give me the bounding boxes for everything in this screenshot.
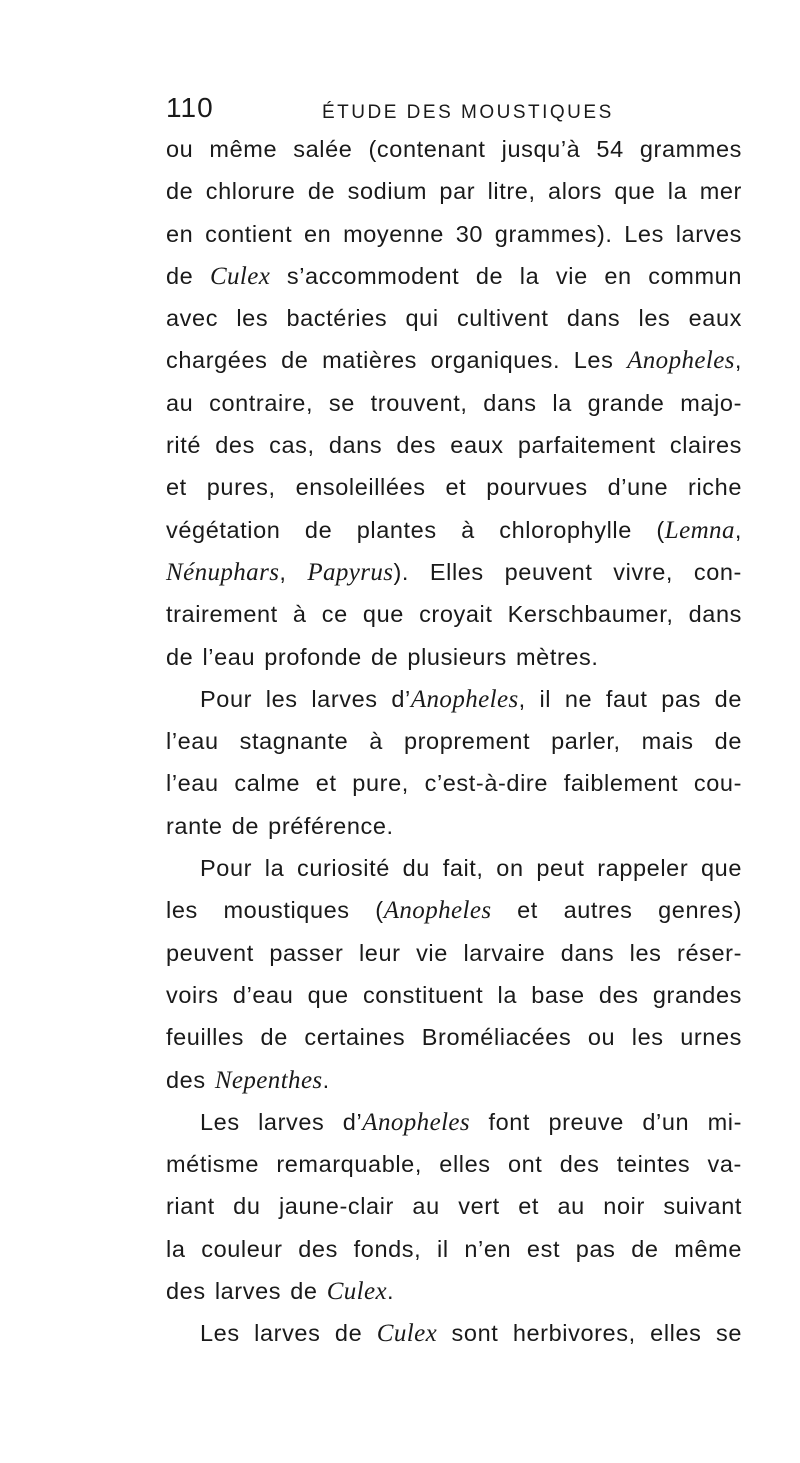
page-number: 110	[166, 92, 214, 123]
italic-term: Culex	[376, 1320, 438, 1348]
text-run: ). Elles peuvent vivre, con-	[393, 558, 742, 585]
text-run: s’accommodent de la vie en commun	[270, 262, 742, 289]
italic-term: Lemna	[664, 516, 735, 544]
text-run: ,	[279, 558, 308, 585]
text-run: l’eau calme et pure, c’est-à-dire faiblement cou-	[166, 770, 742, 797]
text-run: végétation de plantes à chlorophylle (	[166, 516, 665, 543]
text-line	[166, 1143, 742, 1185]
text-line	[166, 509, 742, 551]
text-run: la couleur des fonds, il n’en est pas de même	[166, 1235, 742, 1262]
text-run: et pures, ensoleillées et pourvues d’une riche	[166, 474, 742, 501]
text-line	[166, 678, 742, 720]
text-run: voirs d’eau que constituent la base des grandes	[166, 981, 742, 1008]
text-run: .	[387, 1278, 395, 1305]
body-text	[166, 128, 742, 1355]
italic-term: Anopheles	[362, 1108, 471, 1136]
text-run: ,	[734, 347, 742, 374]
text-run: au contraire, se trouvent, dans la grande majo-	[166, 389, 742, 416]
text-run: de chlorure de sodium par litre, alors que la mer	[166, 178, 742, 205]
text-line	[166, 1185, 742, 1227]
text-run: et autres genres)	[491, 897, 743, 924]
text-run: en contient en moyenne 30 grammes). Les larves	[166, 220, 742, 247]
text-line	[166, 466, 742, 508]
text-line	[166, 889, 742, 931]
text-run: .	[322, 1066, 330, 1093]
text-line	[166, 932, 742, 974]
italic-term: Anopheles	[410, 685, 519, 713]
text-line	[166, 720, 742, 762]
text-line	[166, 128, 742, 170]
text-line	[166, 255, 742, 297]
text-run: riant du jaune-clair au vert et au noir suivant	[166, 1193, 742, 1220]
text-line	[166, 847, 742, 889]
italic-term: Culex	[209, 262, 271, 290]
text-line	[166, 1059, 742, 1101]
text-run: métisme remarquable, elles ont des teintes va-	[166, 1151, 742, 1178]
text-run: trairement à ce que croyait Kerschbaumer, dans	[166, 601, 742, 628]
text-run: Pour la curiosité du fait, on peut rappeler que	[200, 855, 742, 882]
text-line	[166, 382, 742, 424]
text-line	[166, 762, 742, 804]
text-run: l’eau stagnante à proprement parler, mais de	[166, 728, 742, 755]
italic-term: Anopheles	[627, 347, 735, 375]
text-run: ,	[734, 516, 742, 543]
italic-term: Nepenthes	[214, 1066, 323, 1094]
running-head: ÉTUDE DES MOUSTIQUES	[322, 102, 614, 123]
text-line	[166, 339, 742, 381]
italic-term: Anopheles	[383, 897, 492, 925]
text-run: sont herbivores, elles se	[437, 1320, 742, 1347]
text-line	[166, 551, 742, 593]
text-run: ou même salée (contenant jusqu’à 54 grammes	[166, 136, 742, 162]
text-run: feuilles de certaines Broméliacées ou les urnes	[166, 1024, 742, 1051]
text-line	[166, 213, 742, 255]
text-line	[166, 1101, 742, 1143]
italic-term: Papyrus	[307, 558, 394, 586]
italic-term: Culex	[326, 1278, 388, 1306]
text-line	[166, 636, 742, 678]
text-run: , il ne faut pas de	[518, 685, 742, 712]
text-line	[166, 805, 742, 847]
text-run: Pour les larves d’	[200, 685, 411, 712]
text-run: de l’eau profonde de plusieurs mètres.	[166, 643, 599, 670]
text-line	[166, 974, 742, 1016]
text-line	[166, 1228, 742, 1270]
text-run: rité des cas, dans des eaux parfaitement claires	[166, 432, 742, 459]
italic-term: Nénuphars	[166, 558, 280, 586]
text-run: Les larves d’	[200, 1108, 363, 1135]
text-run: les moustiques (	[166, 897, 384, 924]
text-run: Les larves de	[200, 1320, 377, 1347]
text-line	[166, 1016, 742, 1058]
text-run: de	[166, 262, 210, 289]
text-run: des larves de	[166, 1278, 327, 1305]
text-line	[166, 424, 742, 466]
text-line	[166, 593, 742, 635]
text-line	[166, 1312, 742, 1354]
text-line	[166, 1270, 742, 1312]
text-line	[166, 297, 742, 339]
text-run: avec les bactéries qui cultivent dans les eaux	[166, 305, 742, 332]
text-run: des	[166, 1066, 215, 1093]
text-run: font preuve d’un mi-	[470, 1108, 742, 1135]
text-line	[166, 170, 742, 212]
text-run: peuvent passer leur vie larvaire dans les réser-	[166, 939, 742, 966]
text-run: rante de préférence.	[166, 812, 394, 839]
text-run: chargées de matières organiques. Les	[166, 347, 628, 374]
page-header	[166, 92, 726, 132]
